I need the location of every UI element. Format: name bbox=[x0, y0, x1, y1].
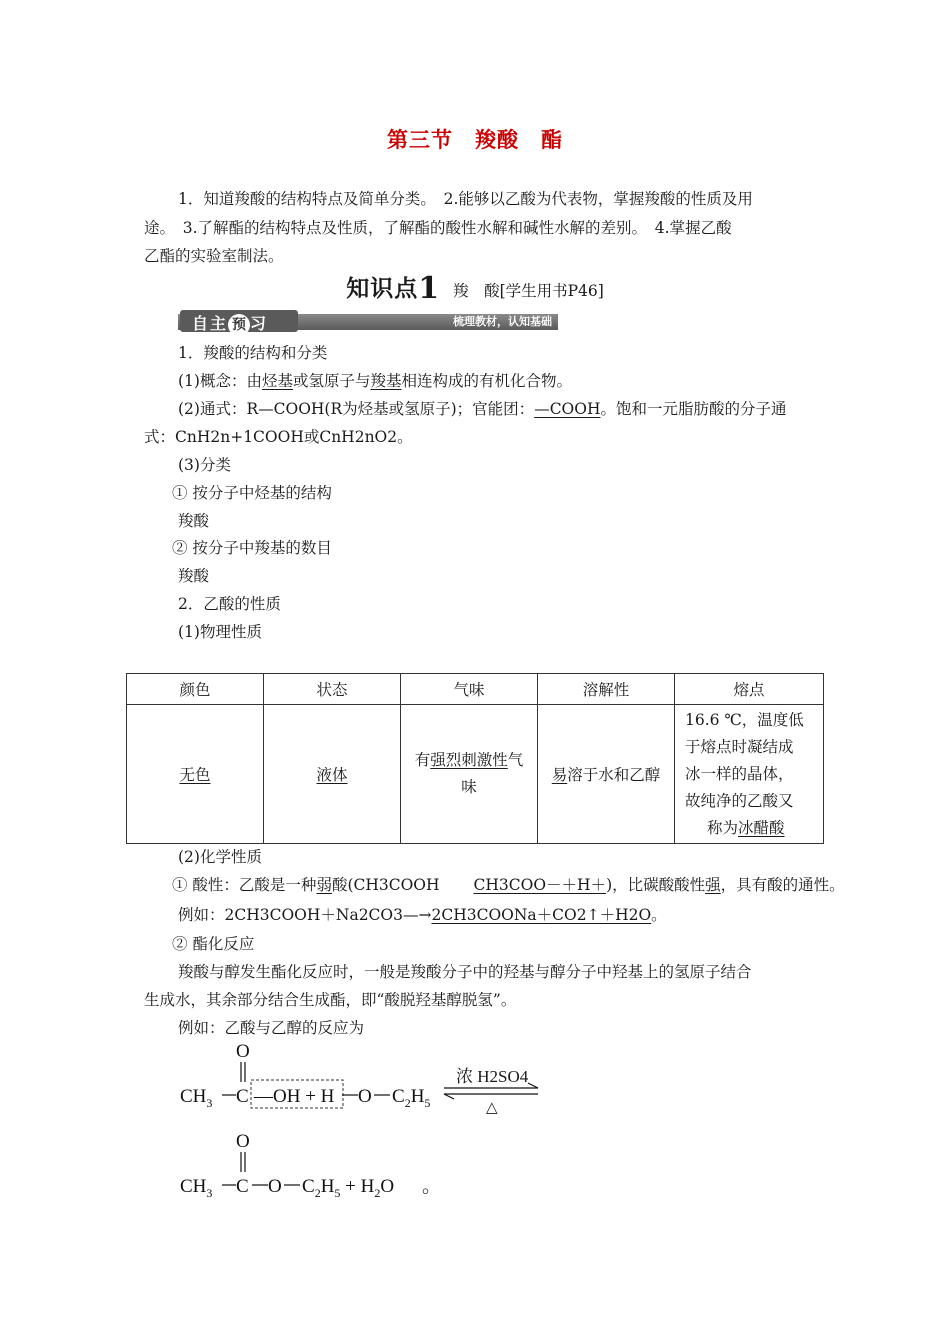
svg-text:O: O bbox=[236, 1131, 250, 1152]
sec2-physical-head: (1)物理性质 bbox=[178, 623, 262, 641]
acid-blank-3: 强 bbox=[705, 876, 721, 894]
knowledge-point-topic: 羧 酸[学生用书P46] bbox=[453, 282, 604, 300]
formula-text-b: 。饱和一元脂肪酸的分子通 bbox=[600, 400, 787, 418]
svg-text:C: C bbox=[236, 1176, 249, 1197]
acid-text-d: ，具有酸的通性。 bbox=[720, 876, 845, 894]
esterification-reaction-diagram bbox=[170, 1040, 650, 1210]
objectives-line-1: 1．知道羧酸的结构特点及简单分类。 2.能够以乙酸为代表物，掌握羧酸的性质及用 bbox=[178, 190, 753, 208]
sec1-heading: 1．羧酸的结构和分类 bbox=[178, 344, 328, 362]
svg-text:—OH + H: —OH + H bbox=[254, 1086, 335, 1107]
acid-blank-2: CH3COO－＋H＋ bbox=[473, 876, 607, 894]
smell-text-c: 味 bbox=[461, 778, 477, 796]
banner-right-text: 梳理教材，认知基础 bbox=[453, 315, 552, 328]
table-cell-state bbox=[264, 705, 401, 844]
objectives-line-3: 乙酯的实验室制法。 bbox=[144, 247, 284, 265]
example-text-b: 。 bbox=[651, 906, 667, 924]
table-header-cell: 状态 bbox=[264, 674, 401, 705]
title-topic-1: 羧酸 bbox=[475, 128, 519, 152]
table-header-cell: 气味 bbox=[401, 674, 538, 705]
sec1-class-1: ① 按分子中烃基的结构 bbox=[172, 484, 332, 502]
mp-text: 称为 bbox=[707, 818, 739, 837]
svg-text:C2H5: $C_2H_5$ bbox=[392, 1086, 431, 1110]
acid-text-b: 酸(CH3COOH bbox=[331, 876, 440, 894]
sec1-formula bbox=[178, 399, 787, 419]
example-blank: 2CH3COONa＋CO2↑＋H2O bbox=[431, 906, 652, 924]
table-cell-smell bbox=[401, 705, 538, 844]
state-answer: 液体 bbox=[316, 766, 348, 784]
sec1-formula-line2: 式：CnH2n+1COOH或CnH2nO2。 bbox=[144, 428, 413, 446]
smell-answer: 强烈刺激性 bbox=[430, 751, 508, 769]
banner-left-text: 自主 bbox=[192, 314, 229, 333]
carbonyl-o: O bbox=[236, 1041, 250, 1062]
smell-text-b: 气 bbox=[507, 751, 524, 769]
acid-text-c: )，比碳酸酸性 bbox=[606, 876, 706, 894]
solubility-text: 溶于水和乙醇 bbox=[567, 766, 661, 784]
objectives-line-2: 途。 3.了解酯的结构特点及性质，了解酯的酸性水解和碱性水解的差别。 4.掌握乙酸 bbox=[144, 219, 732, 237]
table-cell-melting-point bbox=[675, 705, 824, 844]
formula-text-a: (2)通式：R—COOH(R为烃基或氢原子)；官能团： bbox=[178, 400, 535, 418]
formula-blank: —COOH bbox=[534, 400, 601, 418]
banner-left-text-2: 习 bbox=[250, 314, 269, 333]
sec1-class-2-word: 羧酸 bbox=[178, 567, 210, 585]
knowledge-point-label: 知识点 bbox=[346, 276, 419, 302]
sec2-ester-p2: 生成水，其余部分结合生成酯，即“酸脱羟基醇脱氢”。 bbox=[144, 991, 517, 1009]
table-header-row bbox=[127, 674, 824, 705]
table-header-cell: 溶解性 bbox=[538, 674, 675, 705]
knowledge-point-number: 1 bbox=[418, 271, 440, 306]
table-cell-color bbox=[127, 705, 264, 844]
concept-blank-2: 羧基 bbox=[370, 372, 402, 390]
smell-text-a: 有 bbox=[414, 751, 431, 769]
concept-text-a: (1)概念：由 bbox=[178, 372, 262, 390]
knowledge-point-heading bbox=[0, 270, 950, 306]
catalyst-label: 浓 H2SO4 bbox=[456, 1067, 529, 1086]
solubility-answer: 易 bbox=[551, 766, 568, 784]
color-answer: 无色 bbox=[179, 766, 211, 784]
title-section: 第三节 bbox=[387, 128, 453, 152]
svg-text:O: O bbox=[358, 1086, 372, 1107]
title-topic-2: 酯 bbox=[541, 128, 563, 152]
table-row bbox=[127, 705, 824, 844]
mp-line: 于熔点时凝结成 bbox=[685, 737, 794, 756]
sec2-acidity bbox=[172, 875, 845, 895]
example-text-a: 例如：2CH3COOH＋Na2CO3—→ bbox=[178, 906, 432, 924]
table-header-cell: 颜色 bbox=[127, 674, 264, 705]
banner-circle-text: 预 bbox=[228, 314, 250, 336]
mp-line: 故纯净的乙酸又 bbox=[685, 791, 794, 810]
concept-text-c: 相连构成的有机化合物。 bbox=[401, 372, 573, 390]
sec2-chem-head: (2)化学性质 bbox=[178, 848, 262, 866]
svg-text:C2H5 + H2O: $C_2H_5 + H_2O$ bbox=[302, 1176, 395, 1200]
ch3-group: $CH_3$ bbox=[180, 1086, 213, 1110]
sec2-ester-p1: 羧酸与醇发生酯化反应时，一般是羧酸分子中的羟基与醇分子中羟基上的氢原子结合 bbox=[178, 963, 752, 981]
acid-blank-1: 弱 bbox=[316, 876, 332, 894]
sec2-ester-example: 例如：乙酸与乙醇的反应为 bbox=[178, 1019, 365, 1037]
acid-text-a: ① 酸性：乙酸是一种 bbox=[172, 876, 317, 894]
self-study-banner bbox=[178, 310, 558, 332]
sec2-heading: 2．乙酸的性质 bbox=[178, 595, 281, 613]
svg-text:。: 。 bbox=[422, 1176, 442, 1197]
mp-answer: 冰醋酸 bbox=[738, 818, 785, 837]
table-header-cell: 熔点 bbox=[675, 674, 824, 705]
svg-text:O: O bbox=[268, 1176, 282, 1197]
sec1-class-head: (3)分类 bbox=[178, 456, 231, 474]
svg-text:C: C bbox=[236, 1086, 249, 1107]
concept-blank-1: 烃基 bbox=[261, 372, 293, 390]
physical-properties-table bbox=[126, 673, 824, 844]
sec1-class-1-word: 羧酸 bbox=[178, 512, 210, 530]
banner-tag-text bbox=[192, 311, 268, 336]
sec2-example bbox=[178, 905, 667, 925]
sec1-concept bbox=[178, 371, 572, 391]
sec1-class-2: ② 按分子中羧基的数目 bbox=[172, 539, 332, 557]
table-cell-solubility bbox=[538, 705, 675, 844]
heat-label: △ bbox=[486, 1098, 498, 1116]
mp-line: 16.6 ℃，温度低 bbox=[685, 710, 804, 729]
mp-line: 冰一样的晶体， bbox=[685, 764, 794, 783]
svg-text:CH3: $CH_3$ bbox=[180, 1176, 213, 1200]
sec2-ester-head: ② 酯化反应 bbox=[172, 935, 255, 953]
page-title bbox=[0, 124, 950, 154]
concept-text-b: 或氢原子与 bbox=[292, 372, 371, 390]
mp-line bbox=[685, 815, 823, 842]
